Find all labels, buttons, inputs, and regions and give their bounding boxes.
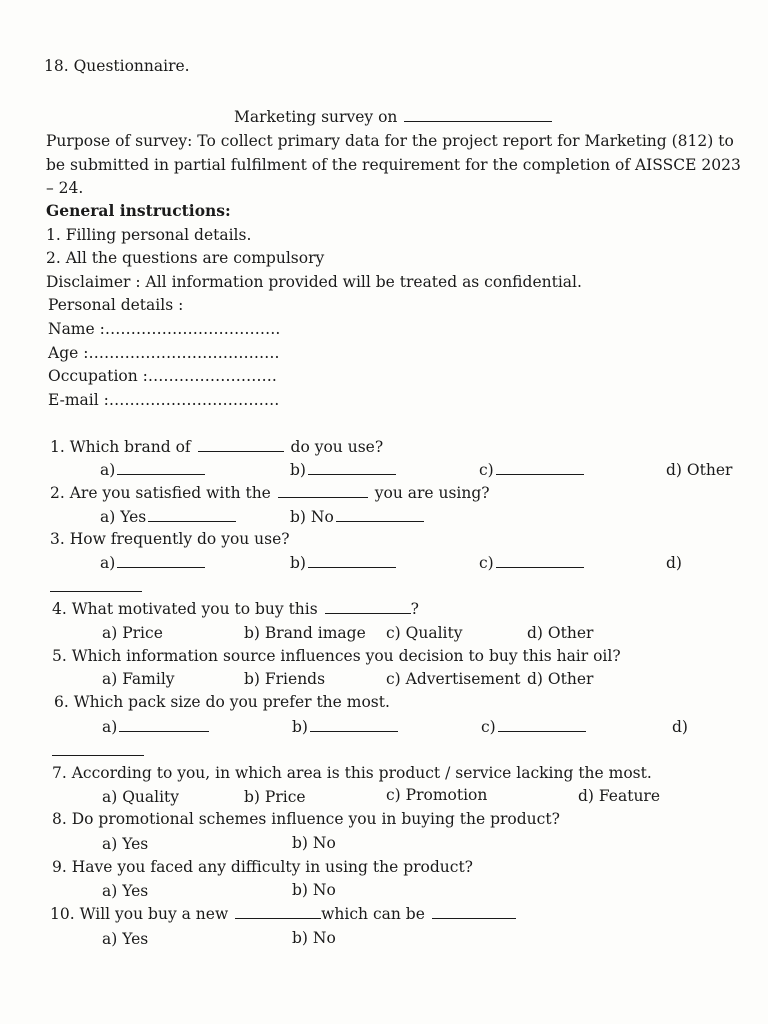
purpose-line-2: be submitted in partial fulfilment of the requirement for the completion of AISSCE 2023 — [46, 156, 741, 174]
q4-option-b[interactable]: b) Brand image — [244, 624, 366, 642]
instruction-item-2: 2. All the questions are compulsory — [46, 249, 325, 267]
q1-option-d[interactable]: d) Other — [666, 461, 733, 479]
survey-topic-blank[interactable] — [404, 108, 552, 122]
q1-option-c[interactable] — [479, 460, 586, 480]
question-10-blank-2[interactable] — [432, 905, 516, 919]
q1-option-c-blank[interactable] — [496, 461, 584, 475]
question-3: 3. How frequently do you use? — [50, 530, 290, 548]
q3-option-c-label: c) — [479, 554, 494, 572]
q6-option-c[interactable] — [481, 717, 588, 737]
question-10 — [50, 904, 518, 924]
q3-option-d[interactable]: d) — [666, 554, 682, 572]
question-2 — [50, 483, 490, 503]
disclaimer: Disclaimer : All information provided will be treated as confidential. — [46, 273, 582, 291]
section-title: 18. Questionnaire. — [44, 57, 190, 75]
question-4-blank[interactable] — [325, 600, 411, 614]
q2-option-b-blank[interactable] — [336, 508, 424, 522]
question-1-text-a: 1. Which brand of — [50, 438, 191, 456]
name-field[interactable]: Name :……………………………. — [48, 320, 281, 338]
purpose-line-1: Purpose of survey: To collect primary data for the project report for Marketing (812) to — [46, 132, 734, 150]
q2-option-a[interactable] — [100, 507, 238, 527]
q3-option-b[interactable] — [290, 553, 398, 573]
q10-option-a[interactable]: a) Yes — [102, 930, 149, 948]
instruction-item-1: 1. Filling personal details. — [46, 226, 252, 244]
q5-option-b[interactable]: b) Friends — [244, 670, 326, 688]
q2-option-a-blank[interactable] — [148, 508, 236, 522]
q3-option-c-blank[interactable] — [496, 554, 584, 568]
question-4-text-b: ? — [410, 600, 419, 618]
q5-option-c[interactable]: c) Advertisement — [386, 670, 521, 688]
question-2-text-b: you are using? — [374, 484, 490, 502]
q2-option-a-label: a) Yes — [100, 508, 147, 526]
question-9: 9. Have you faced any difficulty in using the product? — [52, 858, 473, 876]
question-1-blank[interactable] — [198, 438, 284, 452]
survey-title — [234, 107, 554, 127]
question-2-text-a: 2. Are you satisfied with the — [50, 484, 271, 502]
question-5: 5. Which information source influences you decision to buy this hair oil? — [52, 647, 621, 665]
q3-option-d-blank[interactable] — [50, 591, 142, 592]
purpose-line-3: – 24. — [46, 179, 84, 197]
survey-title-text: Marketing survey on — [234, 108, 398, 126]
q3-option-a[interactable] — [100, 553, 207, 573]
q4-option-a[interactable]: a) Price — [102, 624, 163, 642]
q1-option-a[interactable] — [100, 460, 207, 480]
question-10-text-b: which can be — [321, 905, 425, 923]
q6-option-b[interactable] — [292, 717, 400, 737]
q2-option-b-label: b) No — [290, 508, 334, 526]
question-1-text-b: do you use? — [290, 438, 384, 456]
q6-option-a-label: a) — [102, 718, 118, 736]
q1-option-a-label: a) — [100, 461, 116, 479]
q1-option-c-label: c) — [479, 461, 494, 479]
q1-option-b-label: b) — [290, 461, 306, 479]
question-2-blank[interactable] — [278, 484, 368, 498]
q5-option-a[interactable]: a) Family — [102, 670, 175, 688]
question-1 — [50, 437, 383, 457]
q7-option-c[interactable]: c) Promotion — [386, 786, 488, 804]
q1-option-b-blank[interactable] — [308, 461, 396, 475]
q3-option-c[interactable] — [479, 553, 586, 573]
q8-option-a[interactable]: a) Yes — [102, 835, 149, 853]
q7-option-d[interactable]: d) Feature — [578, 787, 661, 805]
question-4 — [52, 599, 419, 619]
question-4-text-a: 4. What motivated you to buy this — [52, 600, 318, 618]
question-10-text-a: 10. Will you buy a new — [50, 905, 229, 923]
q6-option-a[interactable] — [102, 717, 211, 737]
q3-option-b-blank[interactable] — [308, 554, 396, 568]
general-instructions-heading: General instructions: — [46, 201, 231, 220]
q5-option-d[interactable]: d) Other — [527, 670, 594, 688]
q7-option-a[interactable]: a) Quality — [102, 788, 180, 806]
q7-option-b[interactable]: b) Price — [244, 788, 306, 806]
q6-option-d-blank[interactable] — [52, 755, 144, 756]
q4-option-d[interactable]: d) Other — [527, 624, 594, 642]
q9-option-b[interactable]: b) No — [292, 881, 336, 899]
question-8: 8. Do promotional schemes influence you in buying the product? — [52, 810, 560, 828]
q1-option-a-blank[interactable] — [117, 461, 205, 475]
q6-option-c-label: c) — [481, 718, 496, 736]
q3-option-a-label: a) — [100, 554, 116, 572]
q6-option-b-blank[interactable] — [310, 718, 398, 732]
q6-option-c-blank[interactable] — [498, 718, 586, 732]
q3-option-b-label: b) — [290, 554, 306, 572]
q1-option-b[interactable] — [290, 460, 398, 480]
q4-option-c[interactable]: c) Quality — [386, 624, 463, 642]
q6-option-a-blank[interactable] — [119, 718, 209, 732]
age-field[interactable]: Age :………………………………. — [48, 344, 280, 362]
q2-option-b[interactable] — [290, 507, 426, 527]
q10-option-b[interactable]: b) No — [292, 929, 336, 947]
q6-option-b-label: b) — [292, 718, 308, 736]
occupation-field[interactable]: Occupation :……………………. — [48, 367, 277, 385]
q6-option-d[interactable]: d) — [672, 718, 688, 736]
q9-option-a[interactable]: a) Yes — [102, 882, 149, 900]
q8-option-b[interactable]: b) No — [292, 834, 336, 852]
question-10-blank-1[interactable] — [235, 905, 321, 919]
q3-option-a-blank[interactable] — [117, 554, 205, 568]
question-6: 6. Which pack size do you prefer the most. — [54, 693, 390, 711]
personal-details-heading: Personal details : — [48, 296, 184, 314]
question-7: 7. According to you, in which area is this product / service lacking the most. — [52, 764, 652, 782]
email-field[interactable]: E-mail :…………………………… — [48, 391, 280, 409]
